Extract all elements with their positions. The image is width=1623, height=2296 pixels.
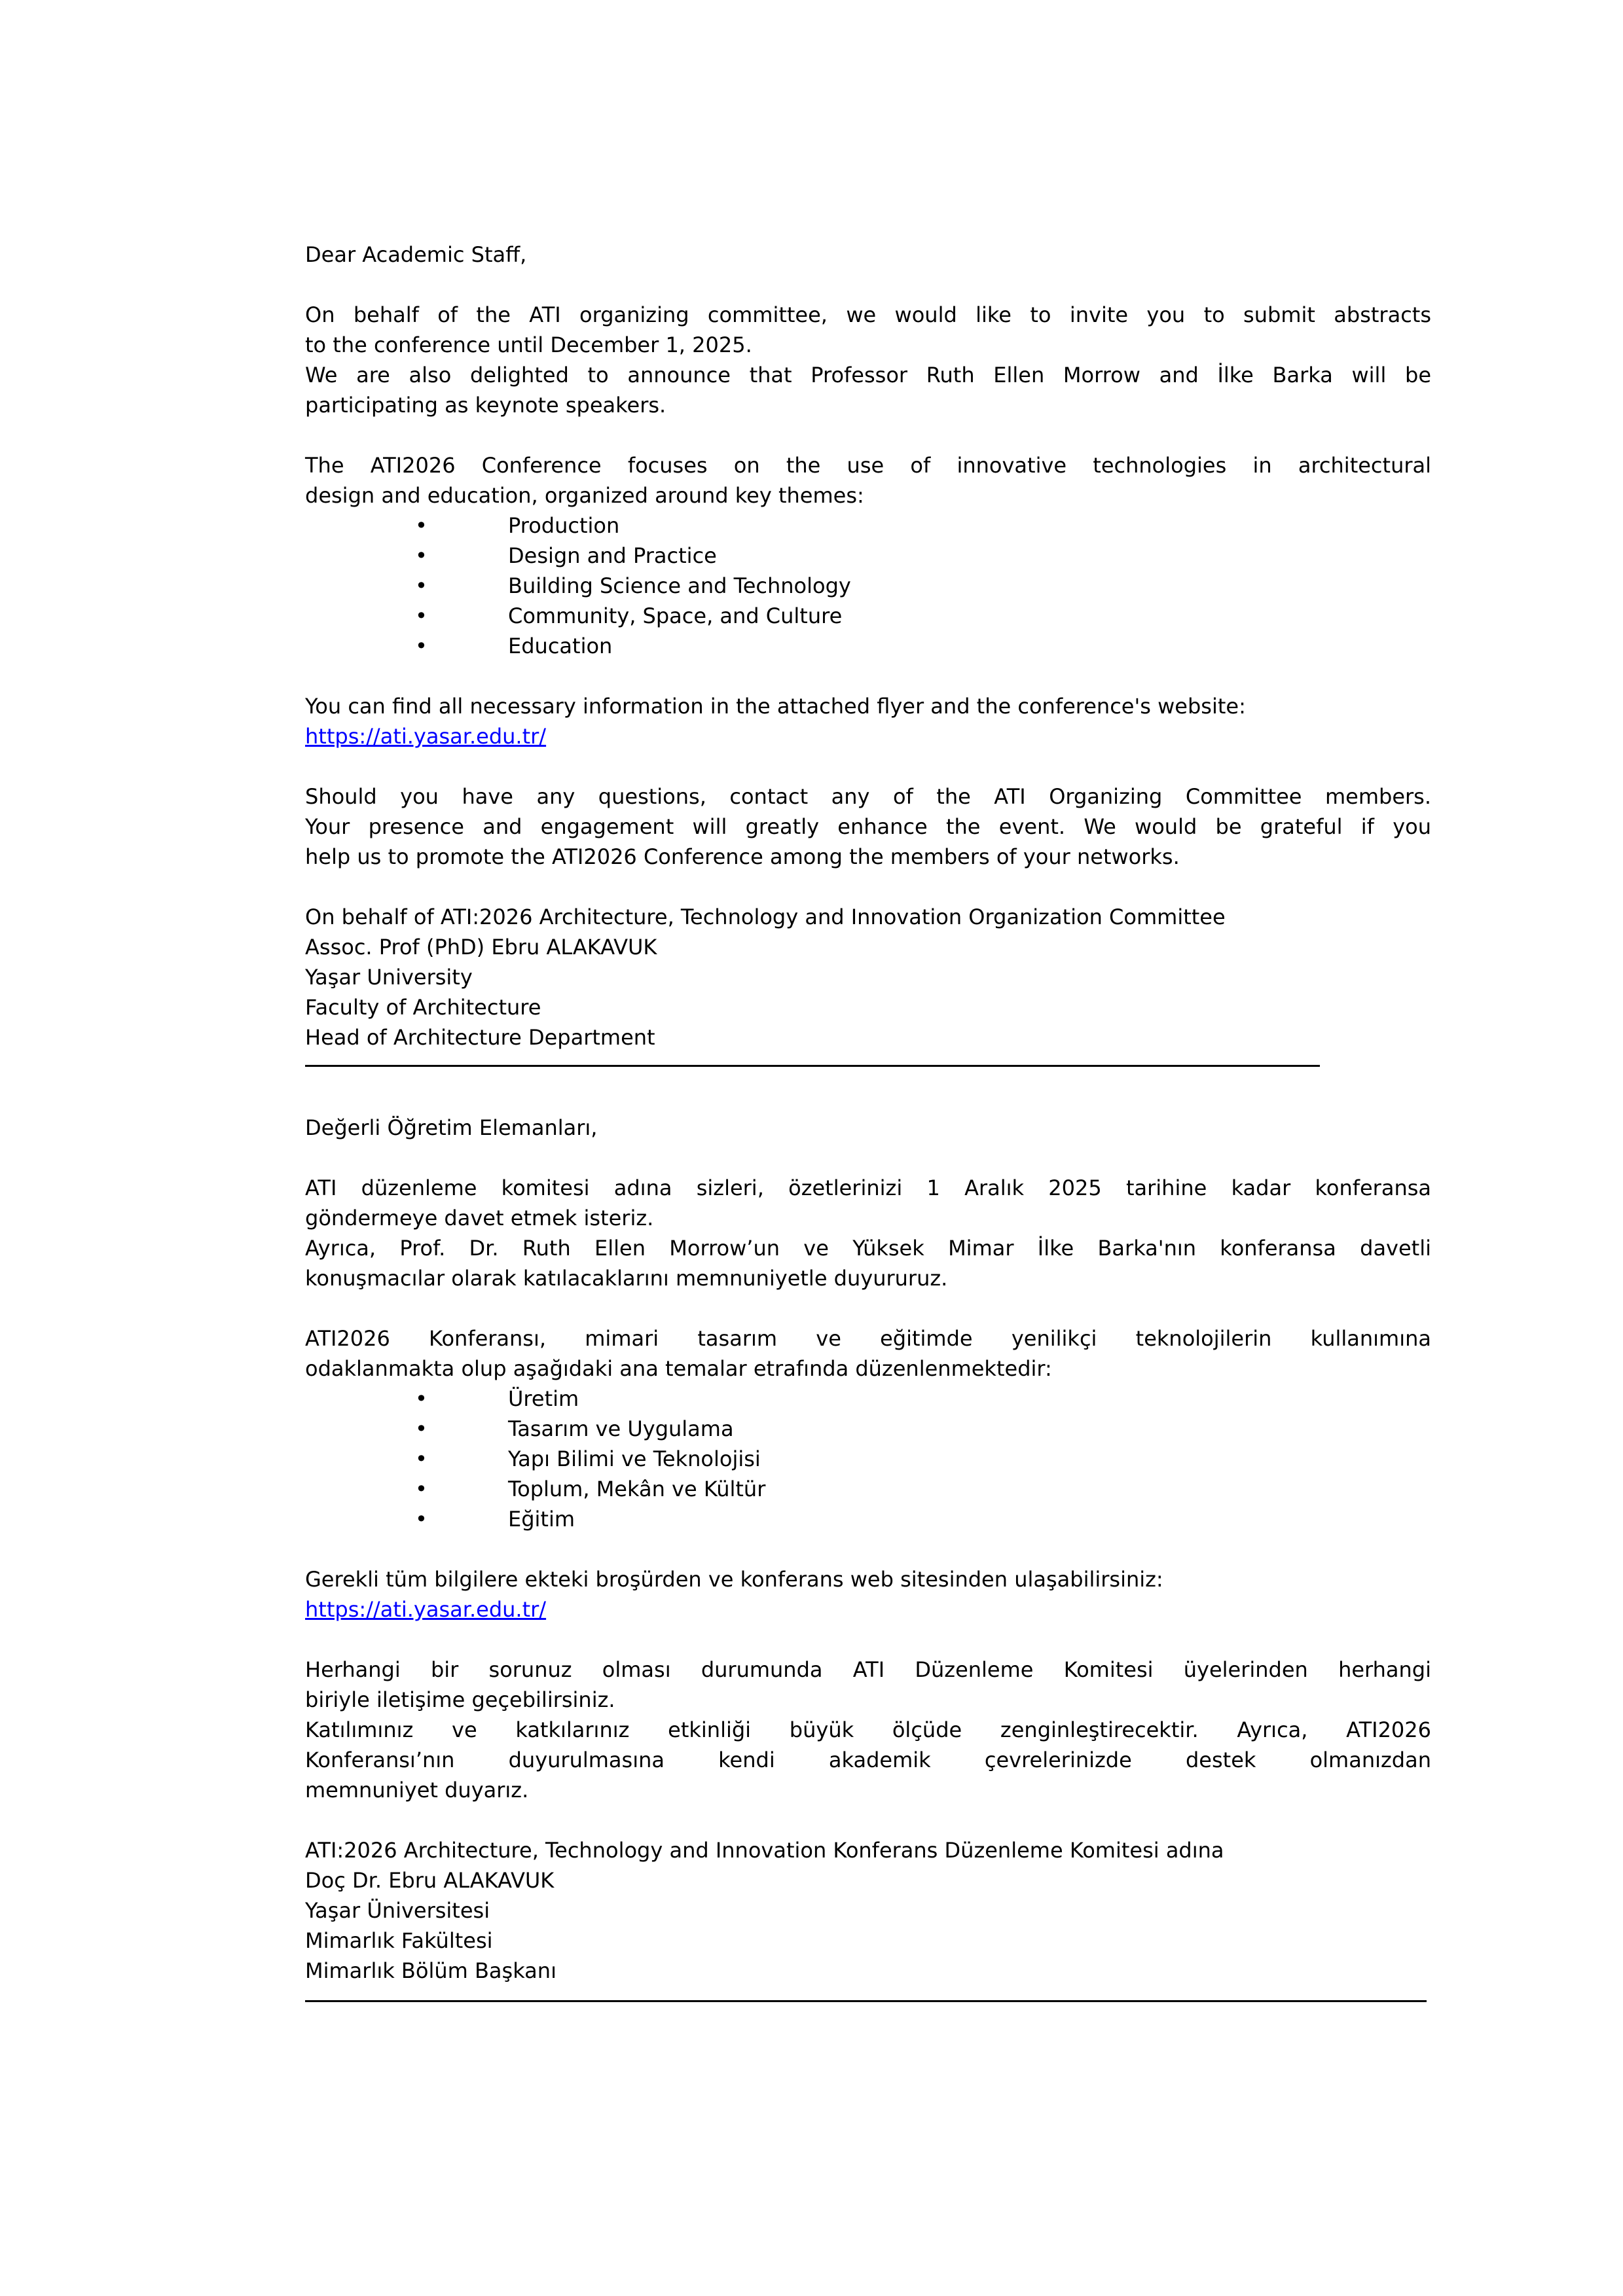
section-divider xyxy=(305,2000,1427,2002)
signature-name: Doç Dr. Ebru ALAKAVUK xyxy=(305,1868,555,1893)
paragraph-contact-turkish: Herhangi bir sorunuz olması durumunda ATI Düzenleme Komitesi üyelerinden herhangi biriyle iletişime geçebilirsiniz. xyxy=(305,1657,1431,1712)
signature-faculty: Faculty of Architecture xyxy=(305,995,541,1020)
themes-list-english xyxy=(305,511,1431,661)
blank-line xyxy=(305,872,1431,902)
list-item-label: Education xyxy=(508,634,613,658)
signature-block-turkish xyxy=(305,1835,1431,1986)
list-item-label: Production xyxy=(508,513,620,538)
list-item xyxy=(305,541,1431,571)
list-item xyxy=(305,1414,1431,1444)
bullet-icon: • xyxy=(415,543,428,568)
list-item xyxy=(305,1384,1431,1414)
bullet-icon: • xyxy=(415,1416,428,1441)
list-item xyxy=(305,631,1431,661)
list-item xyxy=(305,601,1431,631)
salutation-english: Dear Academic Staff, xyxy=(305,242,527,267)
list-item-label: Design and Practice xyxy=(508,543,717,568)
bullet-icon: • xyxy=(415,513,428,538)
paragraph-info-turkish: Gerekli tüm bilgilere ekteki broşürden ve konferans web sitesinden ulaşabilirsiniz: xyxy=(305,1567,1163,1592)
bullet-icon: • xyxy=(415,634,428,658)
themes-list-turkish xyxy=(305,1384,1431,1534)
blank-line xyxy=(305,420,1431,450)
signature-committee: ATI:2026 Architecture, Technology and Innovation Konferans Düzenleme Komitesi adına xyxy=(305,1838,1224,1863)
list-item-label: Community, Space, and Culture xyxy=(508,603,843,628)
signature-faculty: Mimarlık Fakültesi xyxy=(305,1928,493,1953)
website-line-english xyxy=(305,721,1431,751)
blank-line xyxy=(305,1143,1431,1173)
paragraph-closing-english: Should you have any questions, contact any of the ATI Organizing Committee members. Your presence and engagement will greatly enhance the event. We would be grateful if you help us to promote the ATI2026 Conference among the members of your networks. xyxy=(305,784,1431,869)
list-item-label: Üretim xyxy=(508,1386,579,1411)
blank-line xyxy=(305,270,1431,300)
paragraph-support-turkish: Katılımınız ve katkılarınız etkinliği büyük ölçüde zenginleştirecektir. Ayrıca, ATI2026 Konferansı’nın duyurulmasına kendi akademik çevrelerinizde destek olmanızdan memnuniyet duyarız. xyxy=(305,1717,1431,1803)
paragraph-themes-intro-turkish: ATI2026 Konferansı, mimari tasarım ve eğitimde yenilikçi teknolojilerin kullanımına odaklanmakta olup aşağıdaki ana temalar etrafında düzenlenmektedir: xyxy=(305,1326,1431,1381)
list-item xyxy=(305,571,1431,601)
bullet-icon: • xyxy=(415,1477,428,1501)
paragraph-info-english: You can find all necessary information in the attached flyer and the conference's website: xyxy=(305,694,1246,719)
list-item-label: Building Science and Technology xyxy=(508,573,851,598)
paragraph-keynote-english: We are also delighted to announce that Professor Ruth Ellen Morrow and İlke Barka will be participating as keynote speakers. xyxy=(305,363,1431,418)
list-item-label: Yapı Bilimi ve Teknolojisi xyxy=(508,1446,761,1471)
paragraph-invite-turkish: ATI düzenleme komitesi adına sizleri, özetlerinizi 1 Aralık 2025 tarihine kadar konferansa göndermeye davet etmek isteriz. xyxy=(305,1175,1431,1230)
bullet-icon: • xyxy=(415,1446,428,1471)
list-item xyxy=(305,1474,1431,1504)
blank-line xyxy=(305,1293,1431,1323)
signature-committee: On behalf of ATI:2026 Architecture, Technology and Innovation Organization Committee xyxy=(305,905,1226,929)
blank-line xyxy=(305,661,1431,691)
paragraph-themes-intro-english: The ATI2026 Conference focuses on the use of innovative technologies in architectural design and education, organized around key themes: xyxy=(305,453,1431,508)
signature-university: Yaşar Üniversitesi xyxy=(305,1898,490,1923)
signature-university: Yaşar University xyxy=(305,965,473,990)
bullet-icon: • xyxy=(415,573,428,598)
list-item-label: Tasarım ve Uygulama xyxy=(508,1416,734,1441)
signature-title: Head of Architecture Department xyxy=(305,1025,655,1050)
bullet-icon: • xyxy=(415,1386,428,1411)
blank-line xyxy=(305,751,1431,781)
signature-title: Mimarlık Bölüm Başkanı xyxy=(305,1958,556,1983)
signature-name: Assoc. Prof (PhD) Ebru ALAKAVUK xyxy=(305,935,657,960)
conference-website-link[interactable]: https://ati.yasar.edu.tr/ xyxy=(305,724,547,749)
list-item xyxy=(305,1504,1431,1534)
blank-line xyxy=(305,1805,1431,1835)
bullet-icon: • xyxy=(415,1507,428,1532)
section-divider xyxy=(305,1065,1320,1067)
list-item-label: Toplum, Mekân ve Kültür xyxy=(508,1477,766,1501)
paragraph-invite-english: On behalf of the ATI organizing committee, we would like to invite you to submit abstracts to the conference until December 1, 2025. xyxy=(305,302,1431,357)
blank-line xyxy=(305,1534,1431,1564)
bullet-icon: • xyxy=(415,603,428,628)
conference-website-link[interactable]: https://ati.yasar.edu.tr/ xyxy=(305,1597,547,1622)
salutation-turkish: Değerli Öğretim Elemanları, xyxy=(305,1115,598,1140)
list-item-label: Eğitim xyxy=(508,1507,575,1532)
website-line-turkish xyxy=(305,1594,1431,1624)
blank-line xyxy=(305,1624,1431,1655)
signature-block-english xyxy=(305,902,1431,1052)
paragraph-keynote-turkish: Ayrıca, Prof. Dr. Ruth Ellen Morrow’un ve Yüksek Mimar İlke Barka'nın konferansa davetli konuşmacılar olarak katılacaklarını memnuniyetle duyururuz. xyxy=(305,1236,1431,1291)
letter-body xyxy=(305,240,1431,2002)
list-item xyxy=(305,511,1431,541)
list-item xyxy=(305,1444,1431,1474)
